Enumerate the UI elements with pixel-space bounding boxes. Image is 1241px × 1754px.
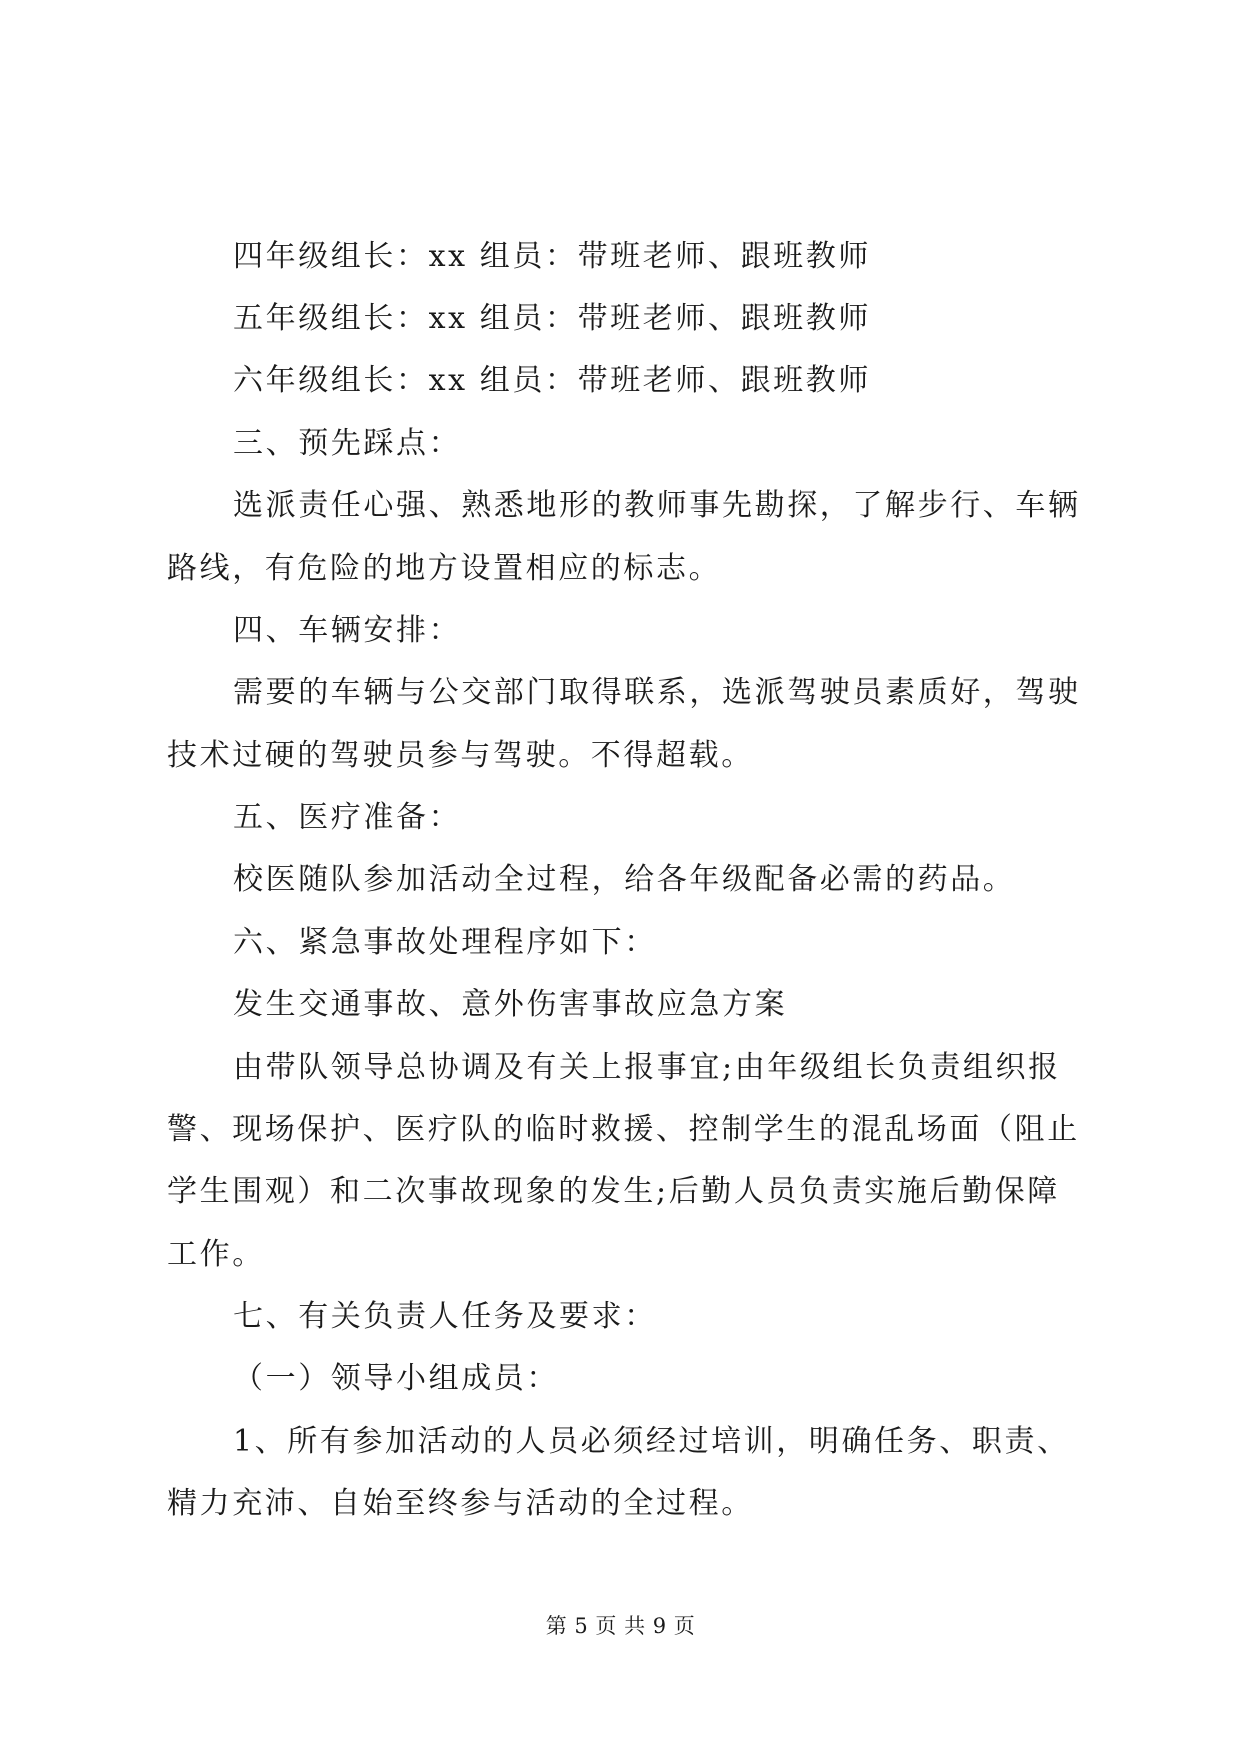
paragraph-line: 五年级组长：xx 组员：带班老师、跟班教师 <box>233 301 871 336</box>
paragraph-line: 工作。 <box>167 1237 265 1272</box>
section-heading: 三、预先踩点： <box>233 426 462 461</box>
paragraph-line: 六年级组长：xx 组员：带班老师、跟班教师 <box>233 363 871 398</box>
section-heading: 六、紧急事故处理程序如下： <box>233 925 657 960</box>
paragraph-line: 需要的车辆与公交部门取得联系，选派驾驶员素质好，驾驶 <box>233 675 1081 710</box>
paragraph-line: 学生围观）和二次事故现象的发生;后勤人员负责实施后勤保障 <box>167 1174 1060 1209</box>
page-number: 第 5 页 共 9 页 <box>545 1614 696 1638</box>
paragraph-line: 警、现场保护、医疗队的临时救援、控制学生的混乱场面（阻止 <box>167 1112 1080 1147</box>
paragraph-line: 路线，有危险的地方设置相应的标志。 <box>167 551 722 586</box>
paragraph-line: 技术过硬的驾驶员参与驾驶。不得超载。 <box>167 738 754 773</box>
section-heading: 四、车辆安排： <box>233 613 462 648</box>
subsection-heading: （一）领导小组成员： <box>233 1361 559 1396</box>
paragraph-line: 四年级组长：xx 组员：带班老师、跟班教师 <box>233 239 871 274</box>
paragraph-line: 1、所有参加活动的人员必须经过培训，明确任务、职责、 <box>233 1424 1070 1459</box>
section-heading: 五、医疗准备： <box>233 800 462 835</box>
paragraph-line: 发生交通事故、意外伤害事故应急方案 <box>233 987 788 1022</box>
paragraph-line: 校医随队参加活动全过程，给各年级配备必需的药品。 <box>233 862 1016 897</box>
section-heading: 七、有关负责人任务及要求： <box>233 1299 657 1334</box>
paragraph-line: 由带队领导总协调及有关上报事宜;由年级组长负责组织报 <box>233 1050 1061 1085</box>
paragraph-line: 选派责任心强、熟悉地形的教师事先勘探，了解步行、车辆 <box>233 488 1081 523</box>
paragraph-line: 精力充沛、自始至终参与活动的全过程。 <box>167 1486 754 1521</box>
